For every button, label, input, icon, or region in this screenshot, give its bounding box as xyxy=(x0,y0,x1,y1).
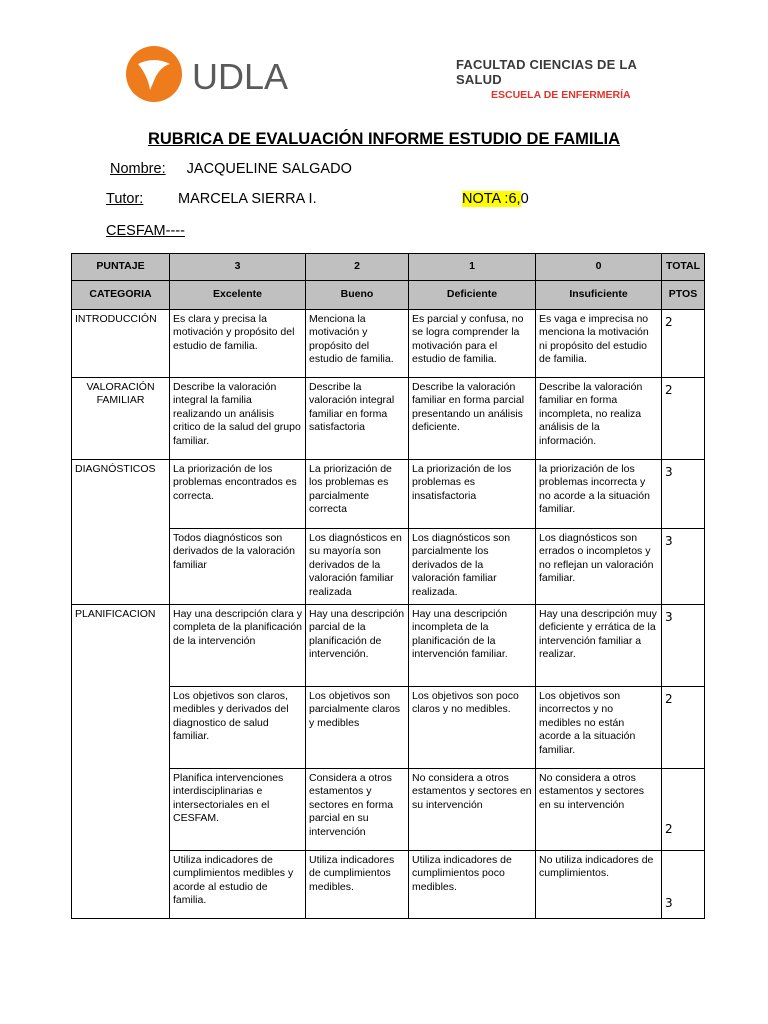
cell-deficiente: Describe la valoración familiar en forma parcial presentando un análisis deficiente. xyxy=(409,378,536,460)
cell-excelente: Utiliza indicadores de cumplimientos medibles y acorde al estudio de familia. xyxy=(170,851,306,919)
header-cell: Deficiente xyxy=(409,281,536,310)
cell-deficiente: Hay una descripción incompleta de la planificación de la intervención familiar. xyxy=(409,605,536,687)
tutor-value: MARCELA SIERRA I. xyxy=(178,191,317,207)
cell-deficiente: Los objetivos son poco claros y no medibles. xyxy=(409,687,536,769)
cell-bueno: Describe la valoración integral familiar en forma satisfactoria xyxy=(306,378,409,460)
category-planificacion: PLANIFICACION xyxy=(72,605,170,919)
header-cell: 0 xyxy=(536,254,662,281)
header-row-categories xyxy=(72,281,705,310)
cell-excelente: Los objetivos son claros, medibles y derivados del diagnostico de salud familiar. xyxy=(170,687,306,769)
cell-points: 2 xyxy=(662,310,705,378)
cell-bueno: Los diagnósticos en su mayoría son derivados de la valoración familiar realizada xyxy=(306,529,409,605)
page-header xyxy=(0,0,768,120)
cesfam-line: CESFAM---- xyxy=(106,223,185,239)
cell-points: 3 xyxy=(662,851,705,919)
header-cell: PTOS xyxy=(662,281,705,310)
udla-logo xyxy=(126,46,296,102)
cell-points: 2 xyxy=(662,378,705,460)
header-cell: PUNTAJE xyxy=(72,254,170,281)
cell-deficiente: Utiliza indicadores de cumplimientos poco medibles. xyxy=(409,851,536,919)
cell-insuficiente: la priorización de los problemas incorrecta y no acorde a la situación familiar. xyxy=(536,460,662,529)
cell-excelente: Hay una descripción clara y completa de la planificación de la intervención xyxy=(170,605,306,687)
cell-bueno: Menciona la motivación y propósito del estudio de familia. xyxy=(306,310,409,378)
header-row-scores xyxy=(72,254,705,281)
cell-insuficiente: Es vaga e imprecisa no menciona la motivación ni propósito del estudio de familia. xyxy=(536,310,662,378)
header-cell: Insuficiente xyxy=(536,281,662,310)
grade-rest: 0 xyxy=(520,191,529,207)
cell-excelente: Describe la valoración integral la familia realizando un análisis critico de la salud del grupo familiar. xyxy=(170,378,306,460)
table-row xyxy=(72,605,705,687)
header-cell: Excelente xyxy=(170,281,306,310)
header-cell: CATEGORIA xyxy=(72,281,170,310)
cell-deficiente: No considera a otros estamentos y sectores en su intervención xyxy=(409,769,536,851)
cell-points: 3 xyxy=(662,529,705,605)
table-row xyxy=(72,460,705,529)
rubric-table xyxy=(71,253,705,919)
header-cell: Bueno xyxy=(306,281,409,310)
document-title: RUBRICA DE EVALUACIÓN INFORME ESTUDIO DE FAMILIA xyxy=(147,130,621,148)
cell-insuficiente: Los diagnósticos son errados o incompletos y no reflejan un valoración familiar. xyxy=(536,529,662,605)
category-diagnosticos: DIAGNÓSTICOS xyxy=(72,460,170,605)
tutor-line xyxy=(106,191,143,207)
cell-insuficiente: Los objetivos son incorrectos y no medibles no están acorde a la situación familiar. xyxy=(536,687,662,769)
cell-bueno: Considera a otros estamentos y sectores en forma parcial en su intervención xyxy=(306,769,409,851)
category-valoracion: VALORACIÓN FAMILIAR xyxy=(72,378,170,460)
cell-excelente: La priorización de los problemas encontrados es correcta. xyxy=(170,460,306,529)
cell-deficiente: Los diagnósticos son parcialmente los derivados de la valoración familiar realizada. xyxy=(409,529,536,605)
cell-points: 2 xyxy=(662,769,705,851)
grade xyxy=(462,191,529,207)
cell-deficiente: Es parcial y confusa, no se logra comprender la motivación para el estudio de familia. xyxy=(409,310,536,378)
category-introduccion: INTRODUCCIÓN xyxy=(72,310,170,378)
cell-insuficiente: Describe la valoración familiar en forma incompleta, no realiza análisis de la información. xyxy=(536,378,662,460)
cell-excelente: Planifica intervenciones interdisciplinarias e intersectoriales en el CESFAM. xyxy=(170,769,306,851)
name-line xyxy=(110,161,352,177)
header-cell: 3 xyxy=(170,254,306,281)
cell-bueno: Hay una descripción parcial de la planificación de intervención. xyxy=(306,605,409,687)
school-name: ESCUELA DE ENFERMERÍA xyxy=(491,89,631,101)
cell-deficiente: La priorización de los problemas es insatisfactoria xyxy=(409,460,536,529)
name-label: Nombre: xyxy=(110,161,166,177)
tutor-label: Tutor: xyxy=(106,191,144,207)
cell-excelente: Es clara y precisa la motivación y propósito del estudio de familia. xyxy=(170,310,306,378)
cell-bueno: La priorización de los problemas es parcialmente correcta xyxy=(306,460,409,529)
faculty-block xyxy=(456,57,686,101)
header-cell: 1 xyxy=(409,254,536,281)
table-row xyxy=(72,310,705,378)
cell-insuficiente: Hay una descripción muy deficiente y errática de la intervención familiar a realizar. xyxy=(536,605,662,687)
faculty-name: FACULTAD CIENCIAS DE LA SALUD xyxy=(456,57,637,87)
table-row xyxy=(72,378,705,460)
cell-excelente: Todos diagnósticos son derivados de la valoración familiar xyxy=(170,529,306,605)
cell-bueno: Utiliza indicadores de cumplimientos medibles. xyxy=(306,851,409,919)
cell-points: 3 xyxy=(662,460,705,529)
grade-label: NOTA :6, xyxy=(462,191,521,207)
header-cell: 2 xyxy=(306,254,409,281)
name-value: JACQUELINE SALGADO xyxy=(186,161,352,177)
cell-bueno: Los objetivos son parcialmente claros y medibles xyxy=(306,687,409,769)
cell-points: 2 xyxy=(662,687,705,769)
header-cell: TOTAL xyxy=(662,254,705,281)
cell-insuficiente: No considera a otros estamentos y sectores en su intervención xyxy=(536,769,662,851)
cell-insuficiente: No utiliza indicadores de cumplimientos. xyxy=(536,851,662,919)
cell-points: 3 xyxy=(662,605,705,687)
logo-text: UDLA xyxy=(192,56,289,97)
